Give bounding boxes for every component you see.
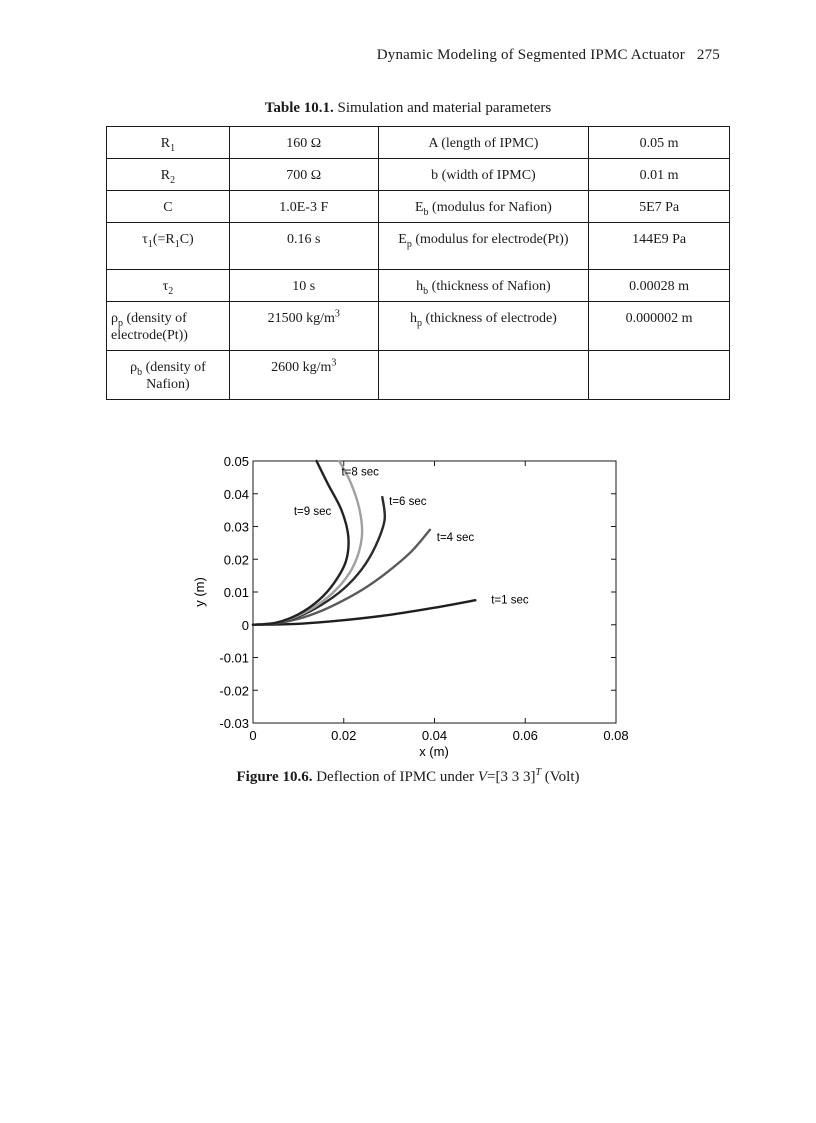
x-axis-label: x (m) (419, 744, 449, 759)
deflection-figure (180, 445, 650, 765)
value-cell: 144E9 Pa (589, 223, 730, 270)
param-cell: b (width of IPMC) (378, 159, 589, 191)
y-tick-label: -0.03 (219, 716, 249, 731)
value-cell: 1.0E-3 F (229, 191, 378, 223)
value-cell: 160 Ω (229, 127, 378, 159)
param-cell: $h_p$ (thickness of electrode) (378, 302, 589, 351)
table-caption-label: Table 10.1. (264, 100, 334, 116)
y-tick-label: 0.02 (223, 552, 249, 568)
curve-label: t=1 sec (491, 594, 529, 607)
table-row (107, 159, 730, 191)
plot-frame (253, 461, 616, 723)
table-row (107, 270, 730, 302)
series-line-t-9-sec (253, 461, 349, 625)
param-cell: $E_b$ (modulus for Nafion) (378, 191, 589, 223)
curve-label: t=8 sec (341, 466, 379, 479)
value-cell: 0.000002 m (589, 302, 730, 351)
param-cell: $\rho_p$ (density of electrode(Pt)) (107, 302, 230, 351)
series-line-t-4-sec (253, 530, 430, 625)
x-tick-label: 0.08 (603, 728, 629, 743)
value-cell (589, 351, 730, 400)
param-cell: $h_b$ (thickness of Nafion) (378, 270, 589, 302)
param-cell: $R_2$ (107, 159, 230, 191)
y-tick-label: 0.03 (223, 519, 249, 535)
x-tick-label: 0.04 (421, 728, 448, 743)
param-cell: $E_p$ (modulus for electrode(Pt)) (378, 223, 589, 270)
value-cell: 700 Ω (229, 159, 378, 191)
parameters-table (106, 126, 730, 400)
running-header (377, 47, 720, 64)
param-cell (378, 351, 589, 400)
value-cell: 0.01 m (589, 159, 730, 191)
y-axis-label: y (m) (192, 577, 207, 607)
page-number: 275 (696, 47, 720, 63)
value-cell: 0.16 s (229, 223, 378, 270)
curve-label: t=4 sec (436, 532, 475, 545)
y-tick-label: 0.05 (223, 454, 249, 469)
table-row (107, 351, 730, 400)
y-tick-label: -0.02 (219, 683, 249, 699)
param-cell: $R_1$ (107, 127, 230, 159)
value-cell: 0.00028 m (589, 270, 730, 302)
y-tick-label: -0.01 (219, 650, 249, 666)
table-caption-text: Simulation and material parameters (333, 100, 552, 116)
table-row (107, 223, 730, 270)
value-cell: 5E7 Pa (589, 191, 730, 223)
param-cell: A (length of IPMC) (378, 127, 589, 159)
param-cell: C (107, 191, 230, 223)
deflection-chart (180, 445, 650, 765)
table-caption (0, 100, 816, 117)
param-cell: $\tau_2$ (107, 270, 230, 302)
table-row (107, 302, 730, 351)
value-cell: 21500 $kg/m^3$ (229, 302, 378, 351)
curve-label: t=9 sec (293, 506, 332, 519)
table-row (107, 191, 730, 223)
x-tick-label: 0.06 (512, 728, 538, 743)
figure-caption: Figure 10.6. Deflection of IPMC under V=[3 3 3]$^T$ (Volt) (236, 767, 580, 785)
header-title: Dynamic Modeling of Segmented IPMC Actuator (376, 47, 685, 63)
param-cell: $\rho_b$ (density of Nafion) (107, 351, 230, 400)
x-tick-label: 0.02 (331, 728, 357, 743)
curve-label: t=6 sec (389, 496, 427, 509)
value-cell: 2600 $kg/m^3$ (229, 351, 378, 400)
figure-caption-label: Figure 10.6. (236, 769, 313, 785)
value-cell: 10 s (229, 270, 378, 302)
table-row (107, 127, 730, 159)
x-tick-label: 0 (249, 728, 257, 743)
y-tick-label: 0.04 (223, 486, 249, 502)
y-tick-label: 0 (241, 617, 249, 633)
param-cell: $\tau_1(=R_1C)$ (107, 223, 230, 270)
value-cell: 0.05 m (589, 127, 730, 159)
y-tick-label: 0.01 (223, 585, 249, 600)
